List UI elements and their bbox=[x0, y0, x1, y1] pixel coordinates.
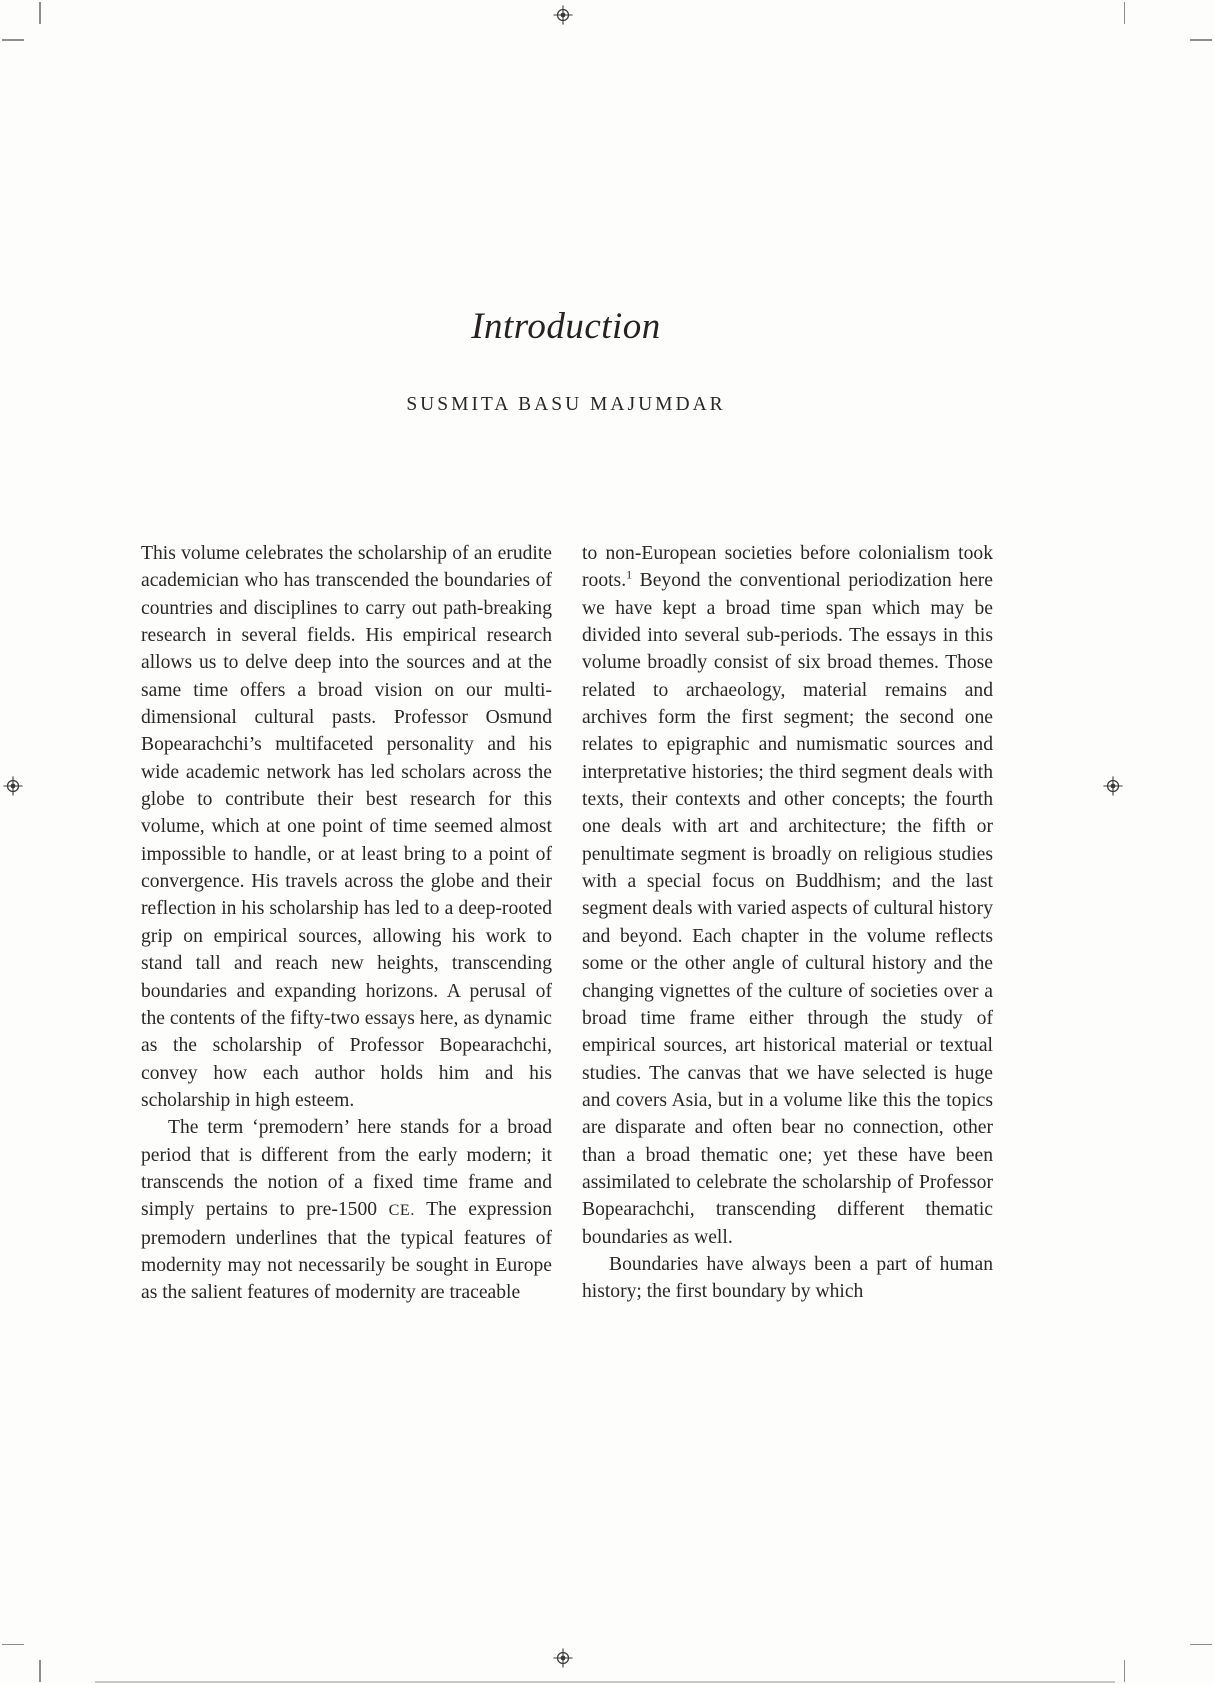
paragraph-continuation bbox=[582, 540, 993, 1251]
crop-mark-bottom-right-horizontal bbox=[1190, 1644, 1212, 1646]
crop-mark-top-right-vertical bbox=[1124, 2, 1126, 24]
paragraph-text: This volume celebrates the scholarship of an erudite academician who has transcended the boundaries of countries and disciplines to carry out path-breaking research in several fields. His empirical research allows us to delve deep into the sources and at the same time offers a broad vision on our multi-dimensional cultural pasts. Professor Osmund Bopearachchi’s multifaceted personality and his wide academic network has led scholars across the globe to contribute their best research for this volume, which at one point of time seemed almost impossible to handle, or at least bring to a point of convergence. His travels across the globe and their reflection in his scholarship has led to a deep-rooted grip on empirical sources, allowing his work to stand tall and reach new heights, transcending boundaries and expanding horizons. A perusal of the contents of the fifty-two essays here, as dynamic as the scholarship of Professor Bopearachchi, convey how each author holds him and his scholarship in high esteem. bbox=[141, 543, 552, 1111]
author-name: SUSMITA BASU MAJUMDAR bbox=[406, 394, 726, 415]
paragraph-text: The term ‘premodern’ here stands for a broad period that is different from the early modern; it transcends the notion of a fixed time frame and simply pertains to pre-1500 bbox=[141, 1117, 552, 1221]
crop-mark-top-left-horizontal bbox=[2, 39, 24, 41]
footnote-marker: 1 bbox=[626, 567, 633, 582]
crop-mark-bottom-left-vertical bbox=[39, 1660, 41, 1682]
text-column-left bbox=[141, 540, 552, 1307]
crop-mark-bottom-right-vertical bbox=[1124, 1660, 1126, 1682]
paragraph-text: Beyond the conventional periodization here we have kept a broad time span which may be divided into several sub-periods. The essays in this volume broadly consist of six broad themes. Those related to archaeology, material remains and archives form the first segment; the second one relates to epigraphic and numismatic sources and interpretative histories; the third segment deals with texts, their contexts and other concepts; the fourth one deals with art and architecture; the fifth or penultimate segment is broadly on religious studies with a special focus on Buddhism; and the last segment deals with varied aspects of cultural history and beyond. Each chapter in the volume reflects some or the other angle of cultural history and the changing vignettes of the culture of societies over a broad time frame either through the study of empirical sources, art historical material or textual studies. The canvas that we have selected is huge and covers Asia, but in a volume like this the topics are disparate and often bear no connection, other than a broad thematic one; yet these have been assimilated to celebrate the scholarship of Professor Bopearachchi, transcending different thematic boundaries as well. bbox=[582, 570, 993, 1248]
text-columns bbox=[141, 540, 993, 1307]
crop-mark-top-right-horizontal bbox=[1190, 39, 1212, 41]
smallcaps-era-label: CE. bbox=[388, 1202, 415, 1220]
crop-mark-bottom-left-horizontal bbox=[2, 1644, 24, 1646]
registration-target-icon bbox=[1103, 776, 1123, 796]
registration-target-icon bbox=[553, 1648, 573, 1668]
paragraph-boundaries bbox=[582, 1251, 993, 1306]
paragraph-text: to non-European societies before colonialism took roots. bbox=[582, 543, 993, 592]
paragraph-opening bbox=[141, 540, 552, 1114]
registration-target-icon bbox=[553, 5, 573, 25]
crop-mark-top-left-vertical bbox=[39, 2, 41, 24]
paragraph-text: The expression premodern underlines that the typical features of modernity may not necessarily be sought in Europe as the salient features of modernity are traceable bbox=[141, 1199, 552, 1304]
chapter-title: Introduction bbox=[471, 306, 661, 347]
page-edge-line bbox=[95, 1681, 1115, 1683]
text-column-right bbox=[582, 540, 993, 1307]
paragraph-premodern bbox=[141, 1114, 552, 1306]
registration-target-icon bbox=[3, 776, 23, 796]
paragraph-text: Boundaries have always been a part of human history; the first boundary by which bbox=[582, 1253, 993, 1303]
